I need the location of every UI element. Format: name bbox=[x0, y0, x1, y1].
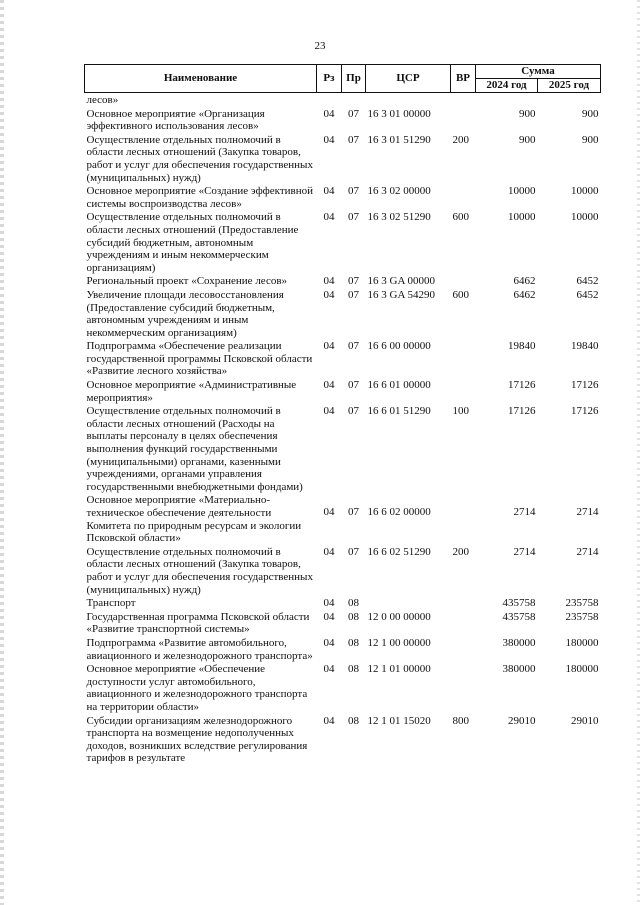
table-header bbox=[85, 65, 601, 93]
table-row bbox=[85, 288, 601, 339]
row-name: Осуществление отдельных полномочий в области лесных отношений (Закупка товаров, работ и услуг для обеспечения государственных (муниципальных) нужд) bbox=[86, 545, 313, 596]
row-2025: 235758 bbox=[565, 610, 599, 623]
row-2025: 17126 bbox=[571, 379, 599, 392]
budget-table bbox=[84, 64, 601, 765]
row-name: Осуществление отдельных полномочий в области лесных отношений (Закупка товаров, работ и услуг для обеспечения государственных (муниципальных) нужд) bbox=[86, 133, 313, 184]
row-2025: 2714 bbox=[576, 545, 599, 558]
row-vr: 800 bbox=[452, 714, 469, 727]
row-2024: 435758 bbox=[502, 610, 536, 623]
row-csr: 16 6 00 00000 bbox=[367, 340, 431, 353]
header-2024: 2024 год bbox=[476, 79, 538, 93]
row-2024: 900 bbox=[519, 133, 536, 146]
row-2025: 900 bbox=[582, 107, 599, 120]
row-2024: 10000 bbox=[508, 211, 536, 224]
row-name: Осуществление отдельных полномочий в области лесных отношений (Предоставление субсидий бюджетным, автономным учреждениям и иным некоммерческим организациям) bbox=[86, 211, 299, 274]
row-csr: 12 0 00 00000 bbox=[367, 610, 431, 623]
table-row bbox=[85, 93, 601, 107]
row-pr: 07 bbox=[348, 545, 359, 558]
row-rz: 04 bbox=[323, 107, 335, 120]
row-2025: 180000 bbox=[565, 663, 599, 676]
row-vr bbox=[451, 610, 476, 636]
header-pr: Пр bbox=[342, 65, 366, 93]
row-vr bbox=[451, 274, 476, 288]
table-row bbox=[85, 636, 601, 662]
row-2024: 17126 bbox=[508, 379, 536, 392]
row-rz: 04 bbox=[323, 636, 335, 649]
row-rz: 04 bbox=[323, 714, 335, 727]
table-row bbox=[85, 107, 601, 133]
table-row bbox=[85, 133, 601, 184]
row-2025: 900 bbox=[582, 133, 599, 146]
row-2025 bbox=[538, 93, 601, 107]
row-rz bbox=[317, 93, 342, 107]
row-pr: 07 bbox=[348, 185, 359, 198]
row-rz: 04 bbox=[323, 275, 335, 288]
row-2025: 29010 bbox=[571, 714, 599, 727]
row-name: лесов» bbox=[86, 94, 119, 106]
row-vr bbox=[451, 339, 476, 378]
row-rz: 04 bbox=[323, 288, 335, 301]
row-2024: 2714 bbox=[513, 506, 536, 519]
table-row bbox=[85, 545, 601, 596]
table-row bbox=[85, 610, 601, 636]
row-name: Увеличение площади лесовосстановления (Предоставление субсидий бюджетным, автономным учреждениям и иным некоммерческим организациям) bbox=[86, 288, 284, 339]
row-rz: 04 bbox=[323, 610, 335, 623]
row-2024: 10000 bbox=[508, 185, 536, 198]
row-vr bbox=[451, 378, 476, 404]
row-csr bbox=[366, 596, 451, 610]
row-rz: 04 bbox=[323, 545, 335, 558]
row-2024 bbox=[476, 93, 538, 107]
row-name: Субсидии организациям железнодорожного транспорта на возмещение недополученных доходов, возникших вследствие регулирования тарифов в результате bbox=[86, 714, 308, 765]
row-2024: 6462 bbox=[513, 275, 536, 288]
row-vr: 100 bbox=[452, 405, 469, 418]
row-rz: 04 bbox=[323, 379, 335, 392]
row-vr bbox=[451, 107, 476, 133]
row-2025: 10000 bbox=[571, 185, 599, 198]
table-row bbox=[85, 274, 601, 288]
row-2025: 10000 bbox=[571, 211, 599, 224]
row-pr: 07 bbox=[348, 288, 359, 301]
row-2024: 17126 bbox=[508, 405, 536, 418]
table-body bbox=[85, 93, 601, 765]
row-name: Основное мероприятие «Материально-техническое обеспечение деятельности Комитета по природным ресурсам и экологии Псковской области» bbox=[86, 494, 302, 545]
row-pr: 07 bbox=[348, 340, 359, 353]
table-row bbox=[85, 662, 601, 713]
table-row bbox=[85, 184, 601, 210]
row-rz: 04 bbox=[323, 133, 335, 146]
row-vr: 200 bbox=[452, 545, 469, 558]
row-csr: 16 6 01 00000 bbox=[367, 379, 431, 392]
row-pr: 07 bbox=[348, 379, 359, 392]
row-pr: 07 bbox=[348, 506, 359, 519]
row-2024: 900 bbox=[519, 107, 536, 120]
row-pr: 07 bbox=[348, 133, 359, 146]
row-csr: 16 6 01 51290 bbox=[367, 405, 431, 418]
row-name: Государственная программа Псковской области «Развитие транспортной системы» bbox=[86, 610, 310, 636]
row-2025: 6452 bbox=[576, 275, 599, 288]
row-pr bbox=[342, 93, 366, 107]
row-vr: 600 bbox=[452, 211, 469, 224]
row-rz: 04 bbox=[323, 663, 335, 676]
table-row bbox=[85, 493, 601, 544]
header-2025: 2025 год bbox=[538, 79, 601, 93]
row-vr bbox=[451, 93, 476, 107]
row-csr: 16 3 02 51290 bbox=[367, 211, 431, 224]
row-2025: 235758 bbox=[565, 597, 599, 610]
row-2024: 435758 bbox=[502, 597, 536, 610]
row-2025: 19840 bbox=[571, 340, 599, 353]
row-pr: 07 bbox=[348, 211, 359, 224]
row-pr: 08 bbox=[348, 597, 359, 610]
row-pr: 07 bbox=[348, 275, 359, 288]
row-name: Основное мероприятие «Создание эффективной системы воспроизводства лесов» bbox=[86, 185, 314, 210]
row-name: Подпрограмма «Обеспечение реализации государственной программы Псковской области «Развитие лесного хозяйства» bbox=[86, 340, 313, 378]
table-row bbox=[85, 378, 601, 404]
row-csr: 16 3 01 00000 bbox=[367, 107, 431, 120]
row-2024: 6462 bbox=[513, 288, 536, 301]
row-2025: 2714 bbox=[576, 506, 599, 519]
table-row bbox=[85, 339, 601, 378]
row-pr: 08 bbox=[348, 663, 359, 676]
row-vr bbox=[451, 636, 476, 662]
row-name: Подпрограмма «Развитие автомобильного, авиационного и железнодорожного транспорта» bbox=[86, 636, 313, 662]
row-pr: 07 bbox=[348, 107, 359, 120]
row-pr: 07 bbox=[348, 405, 359, 418]
header-sum: Сумма bbox=[476, 65, 601, 79]
header-rz: Рз bbox=[317, 65, 342, 93]
row-csr: 16 3 GA 54290 bbox=[367, 288, 436, 301]
row-pr: 08 bbox=[348, 636, 359, 649]
row-rz: 04 bbox=[323, 405, 335, 418]
row-vr bbox=[451, 184, 476, 210]
row-name: Основное мероприятие «Организация эффективного использования лесов» bbox=[86, 107, 265, 133]
row-vr: 200 bbox=[452, 133, 469, 146]
row-rz: 04 bbox=[323, 185, 335, 198]
row-vr bbox=[451, 596, 476, 610]
row-name: Региональный проект «Сохранение лесов» bbox=[86, 275, 288, 288]
row-2024: 29010 bbox=[508, 714, 536, 727]
row-name: Осуществление отдельных полномочий в области лесных отношений (Расходы на выплаты персоналу в целях обеспечения выполнения функций государственными (муниципальными) органами, казенными учреждениями, органами управления государственными внебюджетными фондами) bbox=[86, 405, 303, 493]
row-vr: 600 bbox=[452, 288, 469, 301]
row-vr bbox=[451, 493, 476, 544]
table-row bbox=[85, 596, 601, 610]
row-vr bbox=[451, 662, 476, 713]
header-name: Наименование bbox=[85, 65, 317, 93]
row-2025: 6452 bbox=[576, 288, 599, 301]
page-number: 23 bbox=[314, 40, 326, 52]
row-csr: 12 1 00 00000 bbox=[367, 636, 431, 649]
row-csr: 16 6 02 00000 bbox=[367, 506, 431, 519]
table-row bbox=[85, 210, 601, 274]
row-rz: 04 bbox=[323, 340, 335, 353]
row-csr: 12 1 01 15020 bbox=[367, 714, 431, 727]
row-csr: 16 6 02 51290 bbox=[367, 545, 431, 558]
row-2024: 380000 bbox=[502, 663, 536, 676]
row-csr bbox=[366, 93, 451, 107]
row-csr: 12 1 01 00000 bbox=[367, 663, 431, 676]
row-csr: 16 3 02 00000 bbox=[367, 185, 431, 198]
row-2024: 380000 bbox=[502, 636, 536, 649]
row-rz: 04 bbox=[323, 211, 335, 224]
row-pr: 08 bbox=[348, 714, 359, 727]
row-2025: 180000 bbox=[565, 636, 599, 649]
table-row bbox=[85, 714, 601, 765]
row-rz: 04 bbox=[323, 597, 335, 610]
row-pr: 08 bbox=[348, 610, 359, 623]
row-2024: 19840 bbox=[508, 340, 536, 353]
row-csr: 16 3 01 51290 bbox=[367, 133, 431, 146]
row-rz: 04 bbox=[323, 506, 335, 519]
header-vr: ВР bbox=[451, 65, 476, 93]
scan-edge-left bbox=[0, 0, 4, 905]
row-name: Транспорт bbox=[86, 597, 136, 610]
table-row bbox=[85, 404, 601, 493]
row-csr: 16 3 GA 00000 bbox=[367, 275, 436, 288]
row-name: Основное мероприятие «Обеспечение доступности услуг автомобильного, авиационного и железнодорожного транспорта на территории области» bbox=[86, 663, 308, 713]
row-2025: 17126 bbox=[571, 405, 599, 418]
row-name: Основное мероприятие «Административные мероприятия» bbox=[86, 379, 297, 404]
header-csr: ЦСР bbox=[366, 65, 451, 93]
row-2024: 2714 bbox=[513, 545, 536, 558]
